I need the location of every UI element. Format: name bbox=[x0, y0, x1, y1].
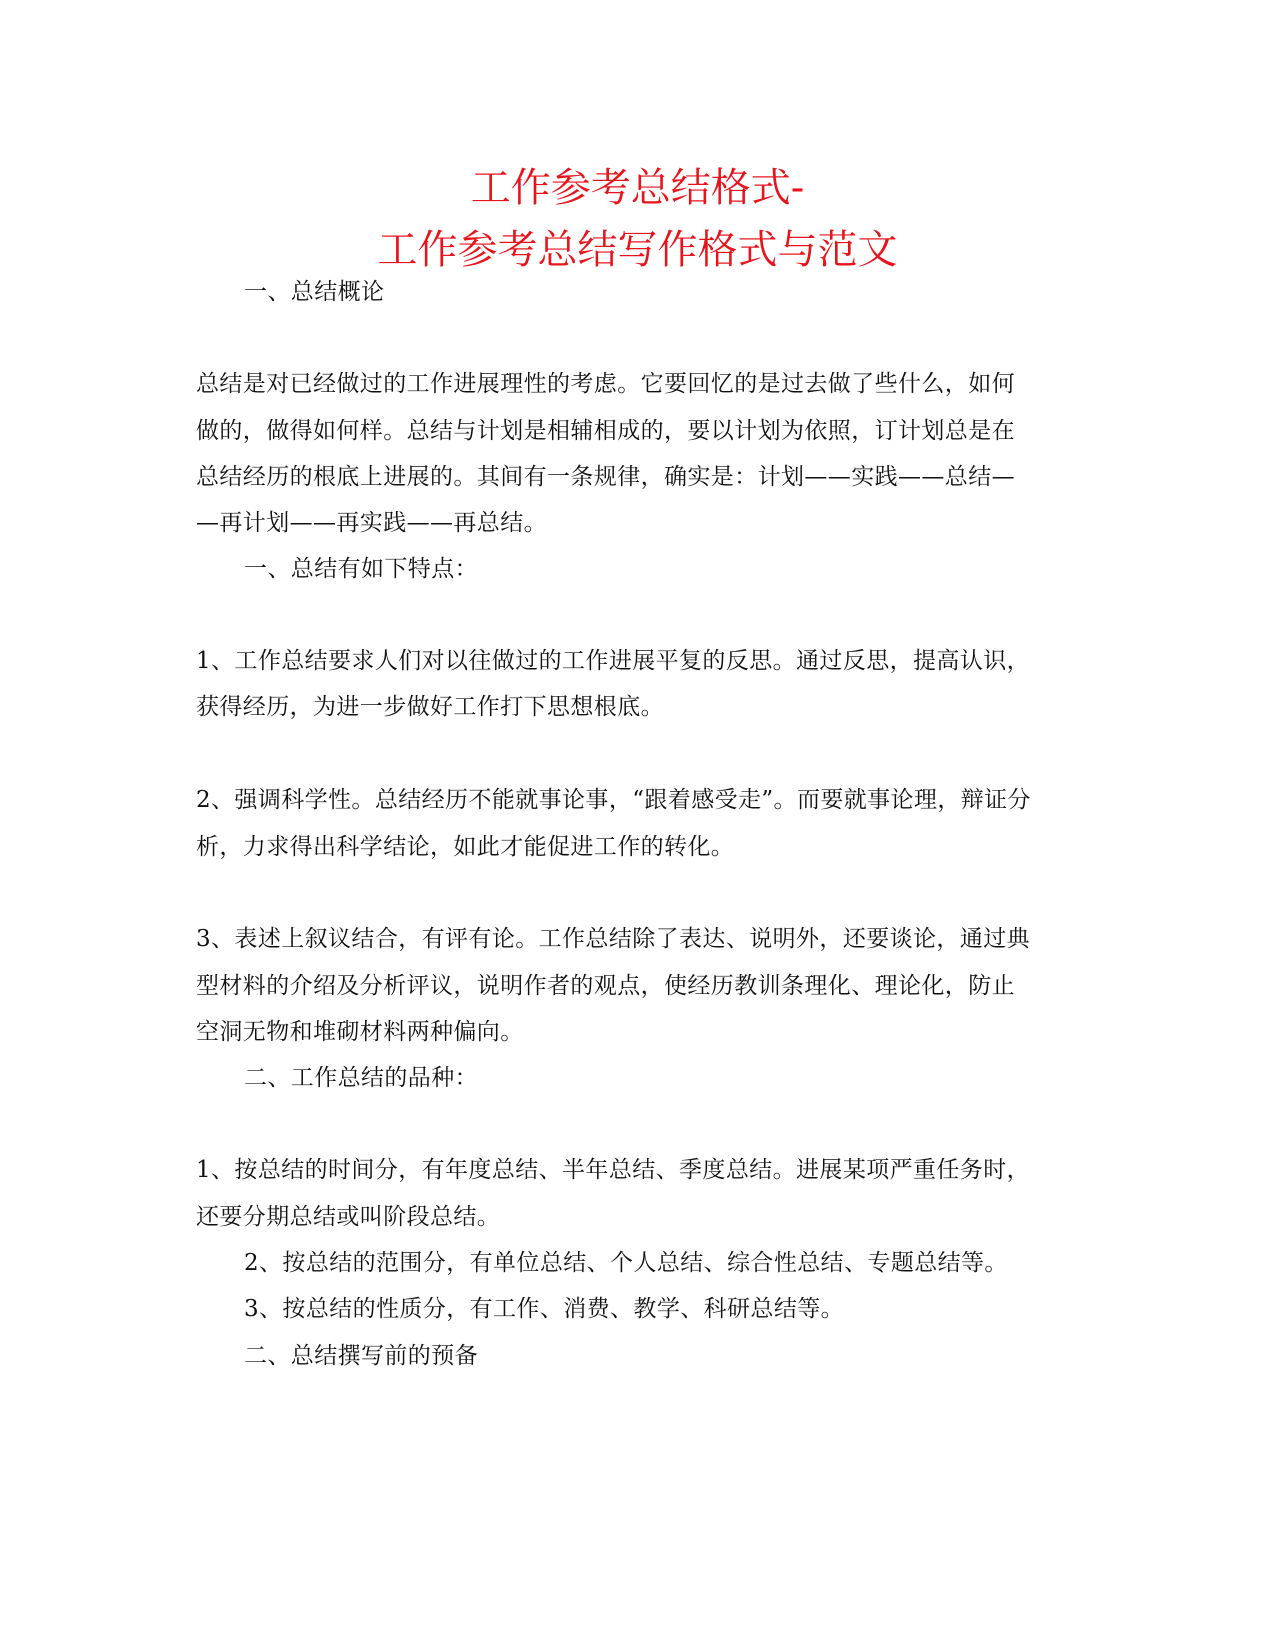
paragraph-overview-line: —再计划——再实践——再总结。 bbox=[196, 510, 547, 536]
section-heading-preparation: 二、总结撰写前的预备 bbox=[244, 1343, 478, 1369]
feature-1-line: 获得经历，为进一步做好工作打下思想根底。 bbox=[196, 694, 664, 720]
document-title-line-1: 工作参考总结格式- bbox=[470, 165, 805, 211]
paragraph-overview-line: 做的，做得如何样。总结与计划是相辅相成的，要以计划为依照，订计划总是在 bbox=[196, 418, 1015, 444]
feature-2-line: 析，力求得出科学结论，如此才能促进工作的转化。 bbox=[196, 834, 735, 860]
type-3-line: 3、按总结的性质分，有工作、消费、教学、科研总结等。 bbox=[244, 1296, 845, 1322]
feature-1-line: 1、工作总结要求人们对以往做过的工作进展平复的反思。通过反思，提高认识， bbox=[196, 648, 1031, 674]
type-2-line: 2、按总结的范围分，有单位总结、个人总结、综合性总结、专题总结等。 bbox=[244, 1250, 1008, 1276]
section-heading-features: 一、总结有如下特点： bbox=[244, 556, 478, 582]
type-1-line: 1、按总结的时间分，有年度总结、半年总结、季度总结。进展某项严重任务时， bbox=[196, 1157, 1031, 1183]
feature-3-line: 3、表述上叙议结合，有评有论。工作总结除了表达、说明外，还要谈论，通过典 bbox=[196, 926, 1031, 952]
feature-3-line: 型材料的介绍及分析评议，说明作者的观点，使经历教训条理化、理论化，防止 bbox=[196, 973, 1015, 999]
section-heading-overview: 一、总结概论 bbox=[244, 279, 385, 305]
feature-3-line: 空洞无物和堆砌材料两种偏向。 bbox=[196, 1019, 524, 1045]
document-title-line-2: 工作参考总结写作格式与范文 bbox=[377, 227, 898, 273]
feature-2-line: 2、强调科学性。总结经历不能就事论事，“跟着感受走”。而要就事论理，辩证分 bbox=[196, 787, 1031, 813]
type-1-line: 还要分期总结或叫阶段总结。 bbox=[196, 1204, 501, 1230]
paragraph-overview-line: 总结经历的根底上进展的。其间有一条规律，确实是：计划——实践——总结— bbox=[196, 464, 1015, 490]
section-heading-types: 二、工作总结的品种： bbox=[244, 1065, 478, 1091]
paragraph-overview-line: 总结是对已经做过的工作进展理性的考虑。它要回忆的是过去做了些什么，如何 bbox=[196, 371, 1015, 397]
